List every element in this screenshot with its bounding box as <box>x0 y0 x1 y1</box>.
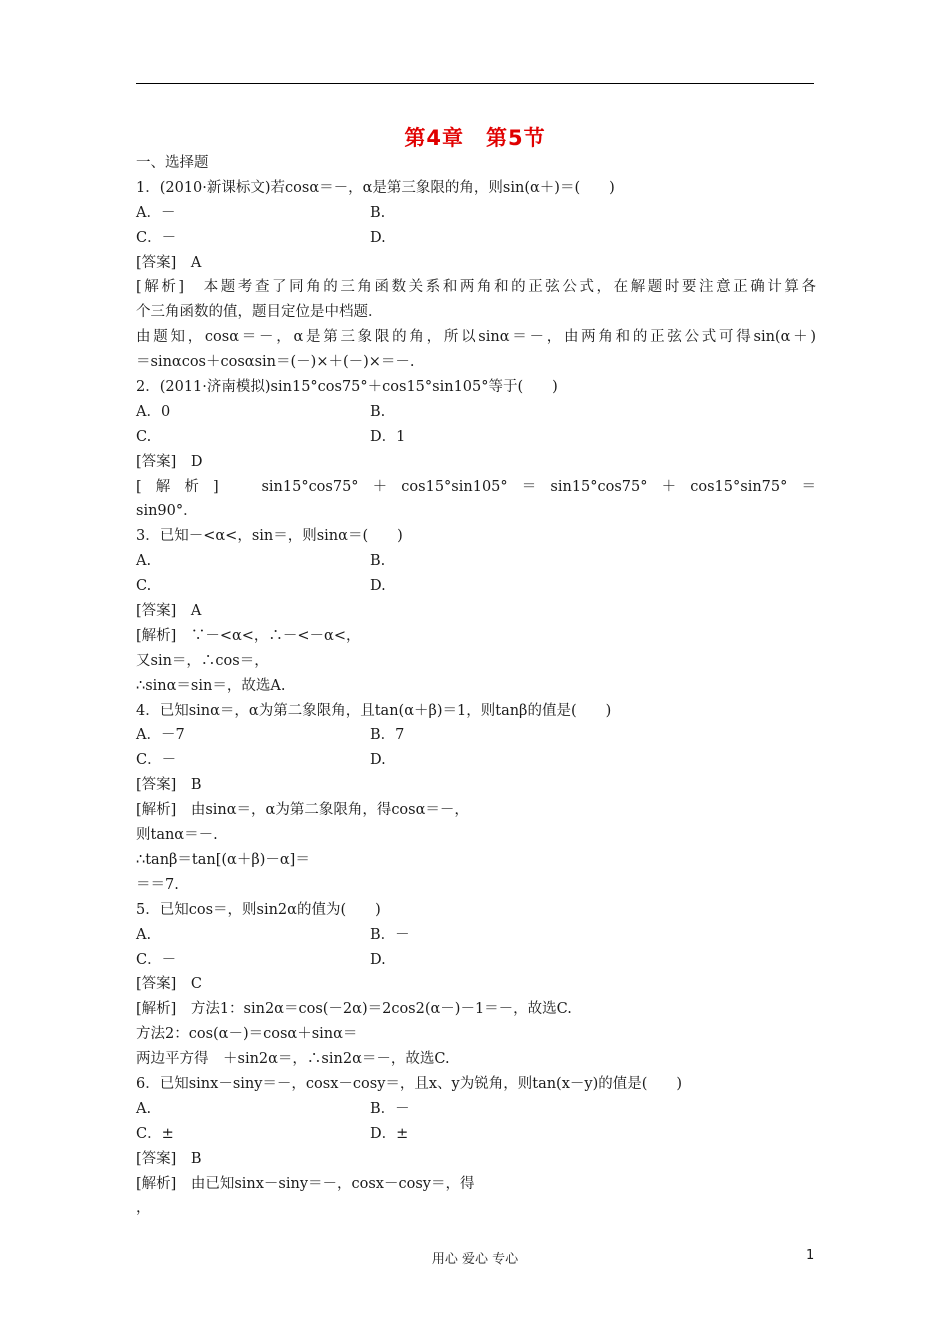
text-line: [解析] 方法1：sin2α＝cos(－2α)＝2cos2(α－)－1＝－，故选C. <box>136 1001 572 1018</box>
option-right: D．± <box>370 1125 409 1142</box>
text-line: 3．已知－<α<，sin＝，则sinα＝( ) <box>136 528 403 545</box>
option-row <box>136 226 816 251</box>
text-line: [答案] B <box>136 777 202 794</box>
option-row <box>136 948 816 973</box>
text-line: [答案] A <box>136 603 202 620</box>
text-line: [解析] sin15°cos75°＋cos15°sin105°＝sin15°cos75°＋cos15°sin75°＝ <box>136 478 816 495</box>
document-body <box>136 151 816 1221</box>
footer-text: 用心 爱心 专心 <box>431 1252 519 1267</box>
option-left: C．－ <box>136 229 177 246</box>
option-left: A. <box>136 926 152 943</box>
text-line: 两边平方得 ＋sin2α＝，∴sin2α＝－，故选C. <box>136 1051 450 1068</box>
option-left: A．－ <box>136 204 176 221</box>
option-left: A. <box>136 1100 152 1117</box>
text-line: 2．(2011·济南模拟)sin15°cos75°＋cos15°sin105°等于( ) <box>136 379 558 396</box>
text-line: 一、选择题 <box>136 155 209 171</box>
option-right: D. <box>370 752 386 769</box>
page-number: 1 <box>806 1248 815 1263</box>
text-line: ∴tanβ＝tan[(α＋β)－α]＝ <box>136 851 310 868</box>
text-line: [答案] B <box>136 1150 202 1167</box>
option-row <box>136 425 816 450</box>
text-line: 个三角函数的值，题目定位是中档题． <box>136 304 383 321</box>
text-line: 1．(2010·新课标文)若cosα＝－，α是第三象限的角，则sin(α＋)＝( ) <box>136 179 615 196</box>
text-line: 6．已知sinx－siny＝－，cosx－cosy＝，且x、y为锐角，则tan(x－y)的值是( ) <box>136 1075 683 1092</box>
text-line: 又sin＝，∴cos＝， <box>136 652 269 669</box>
option-right: B. <box>370 204 386 221</box>
option-row <box>136 1122 816 1147</box>
text-line: [答案] D <box>136 453 203 470</box>
option-left: C．± <box>136 1125 174 1142</box>
text-line: ＝sinαcos＋cosαsin＝(－)×＋(－)×＝－. <box>136 354 415 371</box>
option-right: D．1 <box>370 428 406 445</box>
option-right: B．－ <box>370 926 410 943</box>
text-line: [解析] ∵－<α<，∴－<－α<， <box>136 627 361 644</box>
option-row <box>136 574 816 599</box>
option-row <box>136 723 816 748</box>
text-line: [答案] C <box>136 976 202 993</box>
text-line: 方法2：cos(α－)＝cosα＋sinα＝ <box>136 1026 358 1043</box>
option-row <box>136 201 816 226</box>
option-left: C. <box>136 428 152 445</box>
text-line: ＝＝7. <box>136 876 179 893</box>
option-row <box>136 549 816 574</box>
option-right: B. <box>370 403 386 420</box>
option-left: C．－ <box>136 951 177 968</box>
option-row <box>136 400 816 425</box>
text-line: sin90°． <box>136 503 198 520</box>
text-line: 则tanα＝－. <box>136 827 218 844</box>
text-line: ， <box>136 1200 151 1217</box>
option-right: D. <box>370 951 386 968</box>
option-left: C．－ <box>136 752 177 769</box>
option-right: B．7 <box>370 727 405 744</box>
option-row <box>136 1097 816 1122</box>
option-right: B. <box>370 553 386 570</box>
text-line: ∴sinα＝sin＝，故选A. <box>136 677 286 694</box>
option-right: B．－ <box>370 1100 410 1117</box>
option-row <box>136 748 816 773</box>
option-left: C. <box>136 578 152 595</box>
text-line: 4．已知sinα＝，α为第二象限角，且tan(α＋β)＝1，则tanβ的值是( ) <box>136 702 612 719</box>
text-line: [解析] 本题考查了同角的三角函数关系和两角和的正弦公式，在解题时要注意正确计算各 <box>136 279 816 296</box>
option-left: A．0 <box>136 403 171 420</box>
option-right: D. <box>370 229 386 246</box>
text-line: 由题知，cosα＝－，α是第三象限的角，所以sinα＝－，由两角和的正弦公式可得sin(α＋) <box>136 329 816 346</box>
option-left: A．－7 <box>136 727 185 744</box>
option-right: D. <box>370 578 386 595</box>
option-left: A. <box>136 553 152 570</box>
text-line: [答案] A <box>136 254 202 271</box>
option-row <box>136 923 816 948</box>
text-line: [解析] 由sinα＝，α为第二象限角，得cosα＝－， <box>136 802 469 819</box>
text-line: [解析] 由已知sinx－siny＝－，cosx－cosy＝，得 <box>136 1175 475 1192</box>
page-title: 第4章 第5节 <box>404 126 546 150</box>
header-rule <box>136 83 814 84</box>
text-line: 5．已知cos＝，则sin2α的值为( ) <box>136 901 381 918</box>
